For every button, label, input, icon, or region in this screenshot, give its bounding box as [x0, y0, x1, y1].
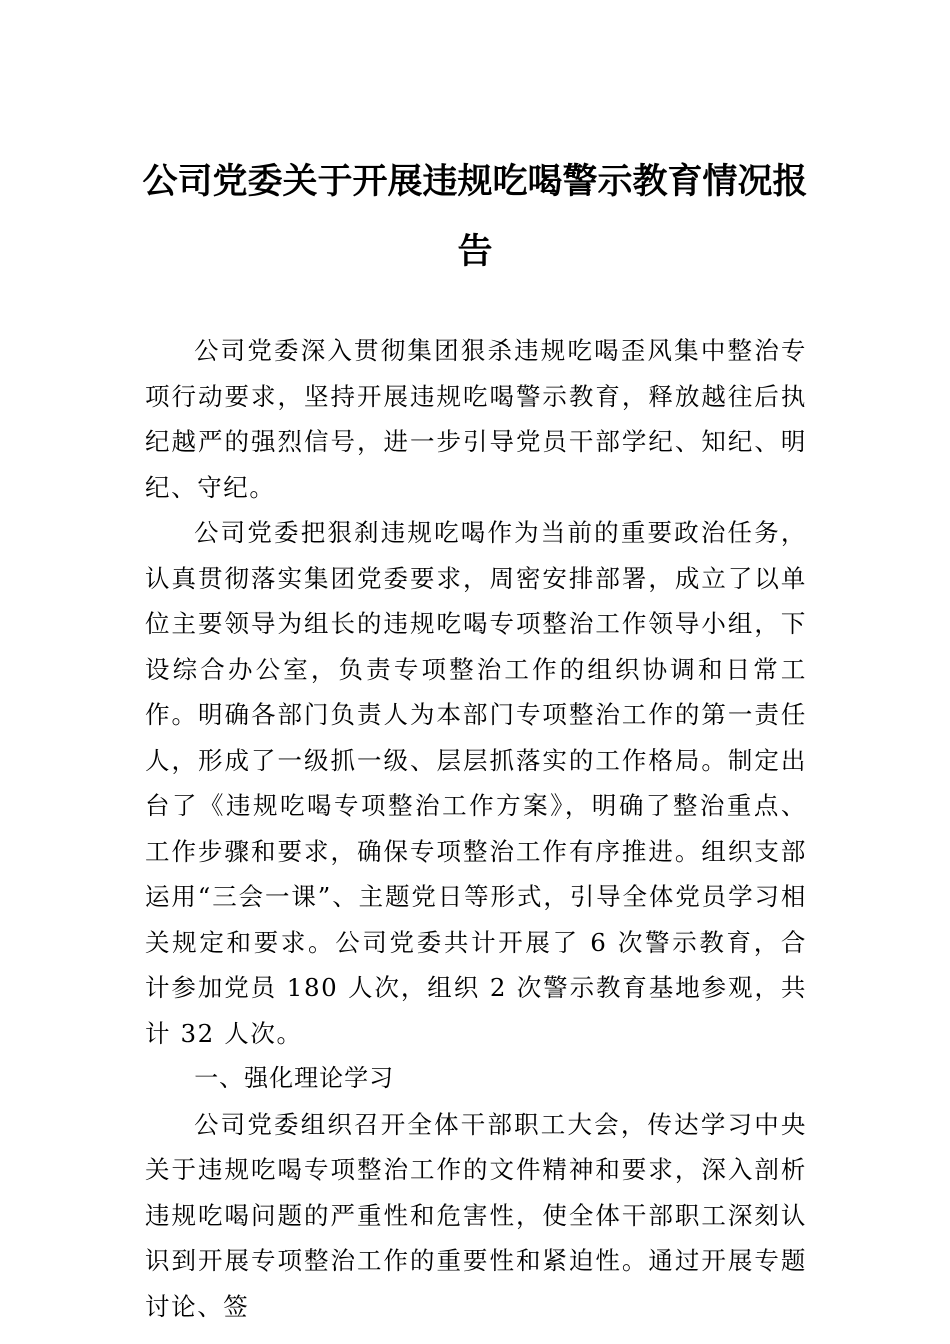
paragraph-intro: 公司党委深入贯彻集团狠杀违规吃喝歪风集中整治专项行动要求，坚持开展违规吃喝警示教育，释放越往后执纪越严的强烈信号，进一步引导党员干部学纪、知纪、明纪、守纪。 [145, 336, 807, 502]
paragraph-theory-study: 公司党委组织召开全体干部职工大会，传达学习中央关于违规吃喝专项整治工作的文件精神和要求，深入剖析违规吃喝问题的严重性和危害性，使全体干部职工深刻认识到开展专项整治工作的重要性和紧迫性。通过开展专题讨论、签 [145, 1109, 807, 1321]
section-heading-theory-study: 一、强化理论学习 [194, 1064, 395, 1092]
document-title: 公司党委关于开展违规吃喝警示教育情况报告 [142, 162, 808, 272]
paragraph-organization: 公司党委把狠刹违规吃喝作为当前的重要政治任务，认真贯彻落实集团党委要求，周密安排部署，成立了以单位主要领导为组长的违规吃喝专项整治工作领导小组，下设综合办公室，负责专项整治工作的组织协调和日常工作。明确各部门负责人为本部门专项整治工作的第一责任人，形成了一级抓一级、层层抓落实的工作格局。制定出台了《违规吃喝专项整治工作方案》，明确了整治重点、工作步骤和要求，确保专项整治工作有序推进。组织支部运用“三会一课”、主题党日等形式，引导全体党员学习相关规定和要求。公司党委共计开展了 6 次警示教育，合计参加党员 180 人次，组织 2 次警示教育基地参观，共计 32 人次。 [145, 518, 807, 1048]
document-body [145, 328, 807, 1329]
